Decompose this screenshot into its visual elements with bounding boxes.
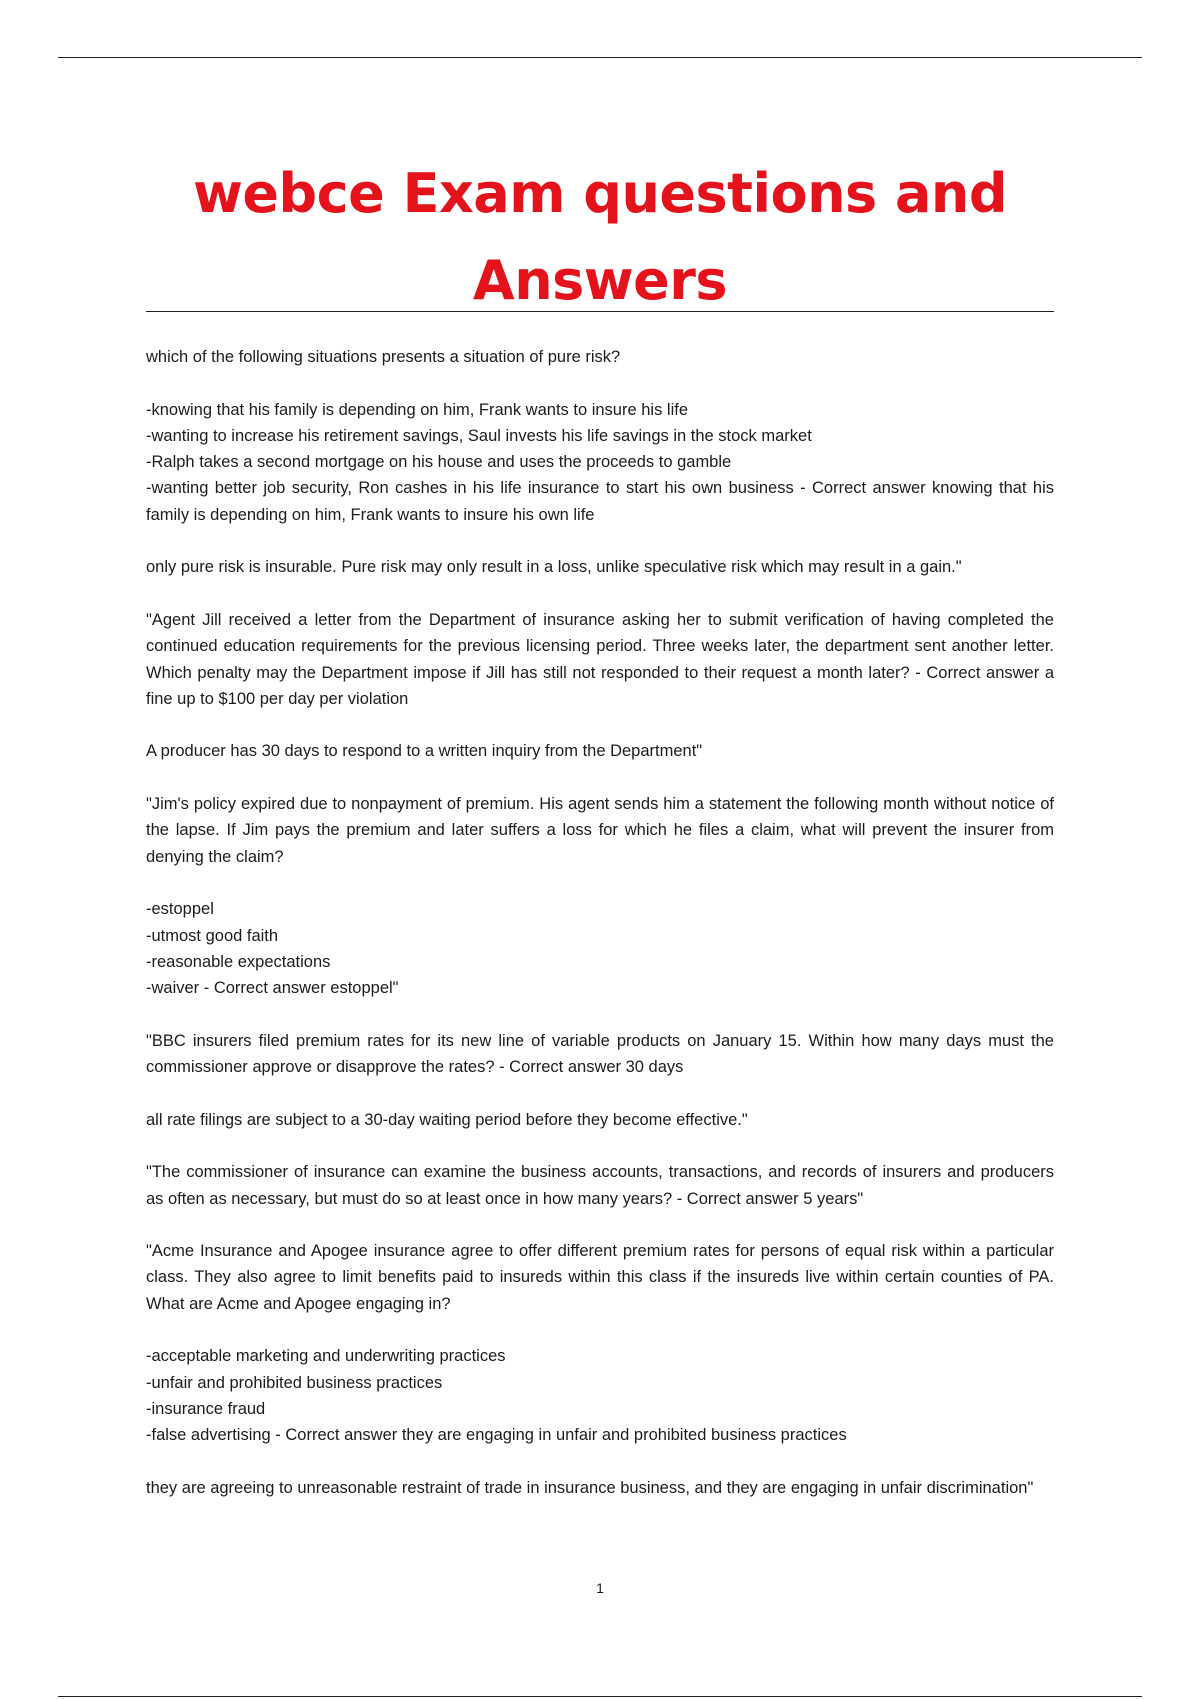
page-number: 1: [596, 1580, 604, 1596]
q3-question: "Jim's policy expired due to nonpayment of premium. His agent sends him a statement the following month without notice of the lapse. If Jim pays the premium and later suffers a loss for which he files a claim, what will prevent the insurer from denying the claim?: [146, 795, 1054, 866]
q6-options: [146, 1343, 1054, 1448]
q6-option-1: -acceptable marketing and underwriting practices: [146, 1347, 506, 1366]
q6-option-4: -false advertising - Correct answer they are engaging in unfair and prohibited business practices: [146, 1426, 847, 1445]
q4-explanation: all rate filings are subject to a 30-day waiting period before they become effective.": [146, 1110, 748, 1129]
title-line-1: webce Exam questions and: [192, 162, 1008, 225]
title-line-2: Answers: [472, 249, 728, 312]
q3-option-1: -estoppel: [146, 900, 214, 919]
q3-option-4: -waiver - Correct answer estoppel": [146, 979, 399, 998]
q2-question: "Agent Jill received a letter from the Department of insurance asking her to submit verification of having completed the continued education requirements for the previous licensing period. Three weeks later, the department sent another letter. Which penalty may the Department impose if Jill has still not responded to their request a month later? - Correct answer a fine up to $100 per day per violation: [146, 610, 1054, 708]
page-top-rule: [58, 57, 1142, 58]
q1-option-2: -wanting to increase his retirement savings, Saul invests his life savings in the stock market: [146, 426, 812, 445]
q1-option-3: -Ralph takes a second mortgage on his house and uses the proceeds to gamble: [146, 453, 732, 472]
q3-options: [146, 896, 1054, 1001]
q6-option-3: -insurance fraud: [146, 1399, 266, 1418]
document-body: [146, 344, 1054, 1501]
q3-option-2: -utmost good faith: [146, 926, 279, 945]
q6-option-2: -unfair and prohibited business practices: [146, 1373, 443, 1392]
q6-explanation: they are agreeing to unreasonable restraint of trade in insurance business, and they are engaging in unfair discrimination": [146, 1478, 1034, 1497]
q5-question: "The commissioner of insurance can examine the business accounts, transactions, and records of insurers and producers as often as necessary, but must do so at least once in how many years? - Correct answer 5 years": [146, 1163, 1054, 1208]
q1-question: which of the following situations presents a situation of pure risk?: [146, 348, 621, 366]
q3-option-3: -reasonable expectations: [146, 952, 331, 971]
q2-explanation: A producer has 30 days to respond to a written inquiry from the Department": [146, 742, 703, 761]
q4-question: "BBC insurers filed premium rates for its new line of variable products on January 15. Within how many days must the commissioner approve or disapprove the rates? - Correct answer 30 days: [146, 1031, 1054, 1077]
page-title: [146, 150, 1054, 324]
q1-option-1: -knowing that his family is depending on him, Frank wants to insure his life: [146, 400, 689, 419]
q1-explanation: only pure risk is insurable. Pure risk may only result in a loss, unlike speculative risk which may result in a gain.": [146, 558, 962, 577]
q1-options: [146, 397, 1054, 528]
title-underline-rule: [146, 311, 1054, 312]
page-bottom-rule: [58, 1696, 1142, 1697]
q1-option-4: -wanting better job security, Ron cashes in his life insurance to start his own business - Correct answer knowing that his family is depending on him, Frank wants to insure his own life: [146, 479, 1054, 524]
q6-question: "Acme Insurance and Apogee insurance agree to offer different premium rates for persons of equal risk within a particular class. They also agree to limit benefits paid to insureds within this class if the insureds live within certain counties of PA. What are Acme and Apogee engaging in?: [146, 1242, 1054, 1313]
